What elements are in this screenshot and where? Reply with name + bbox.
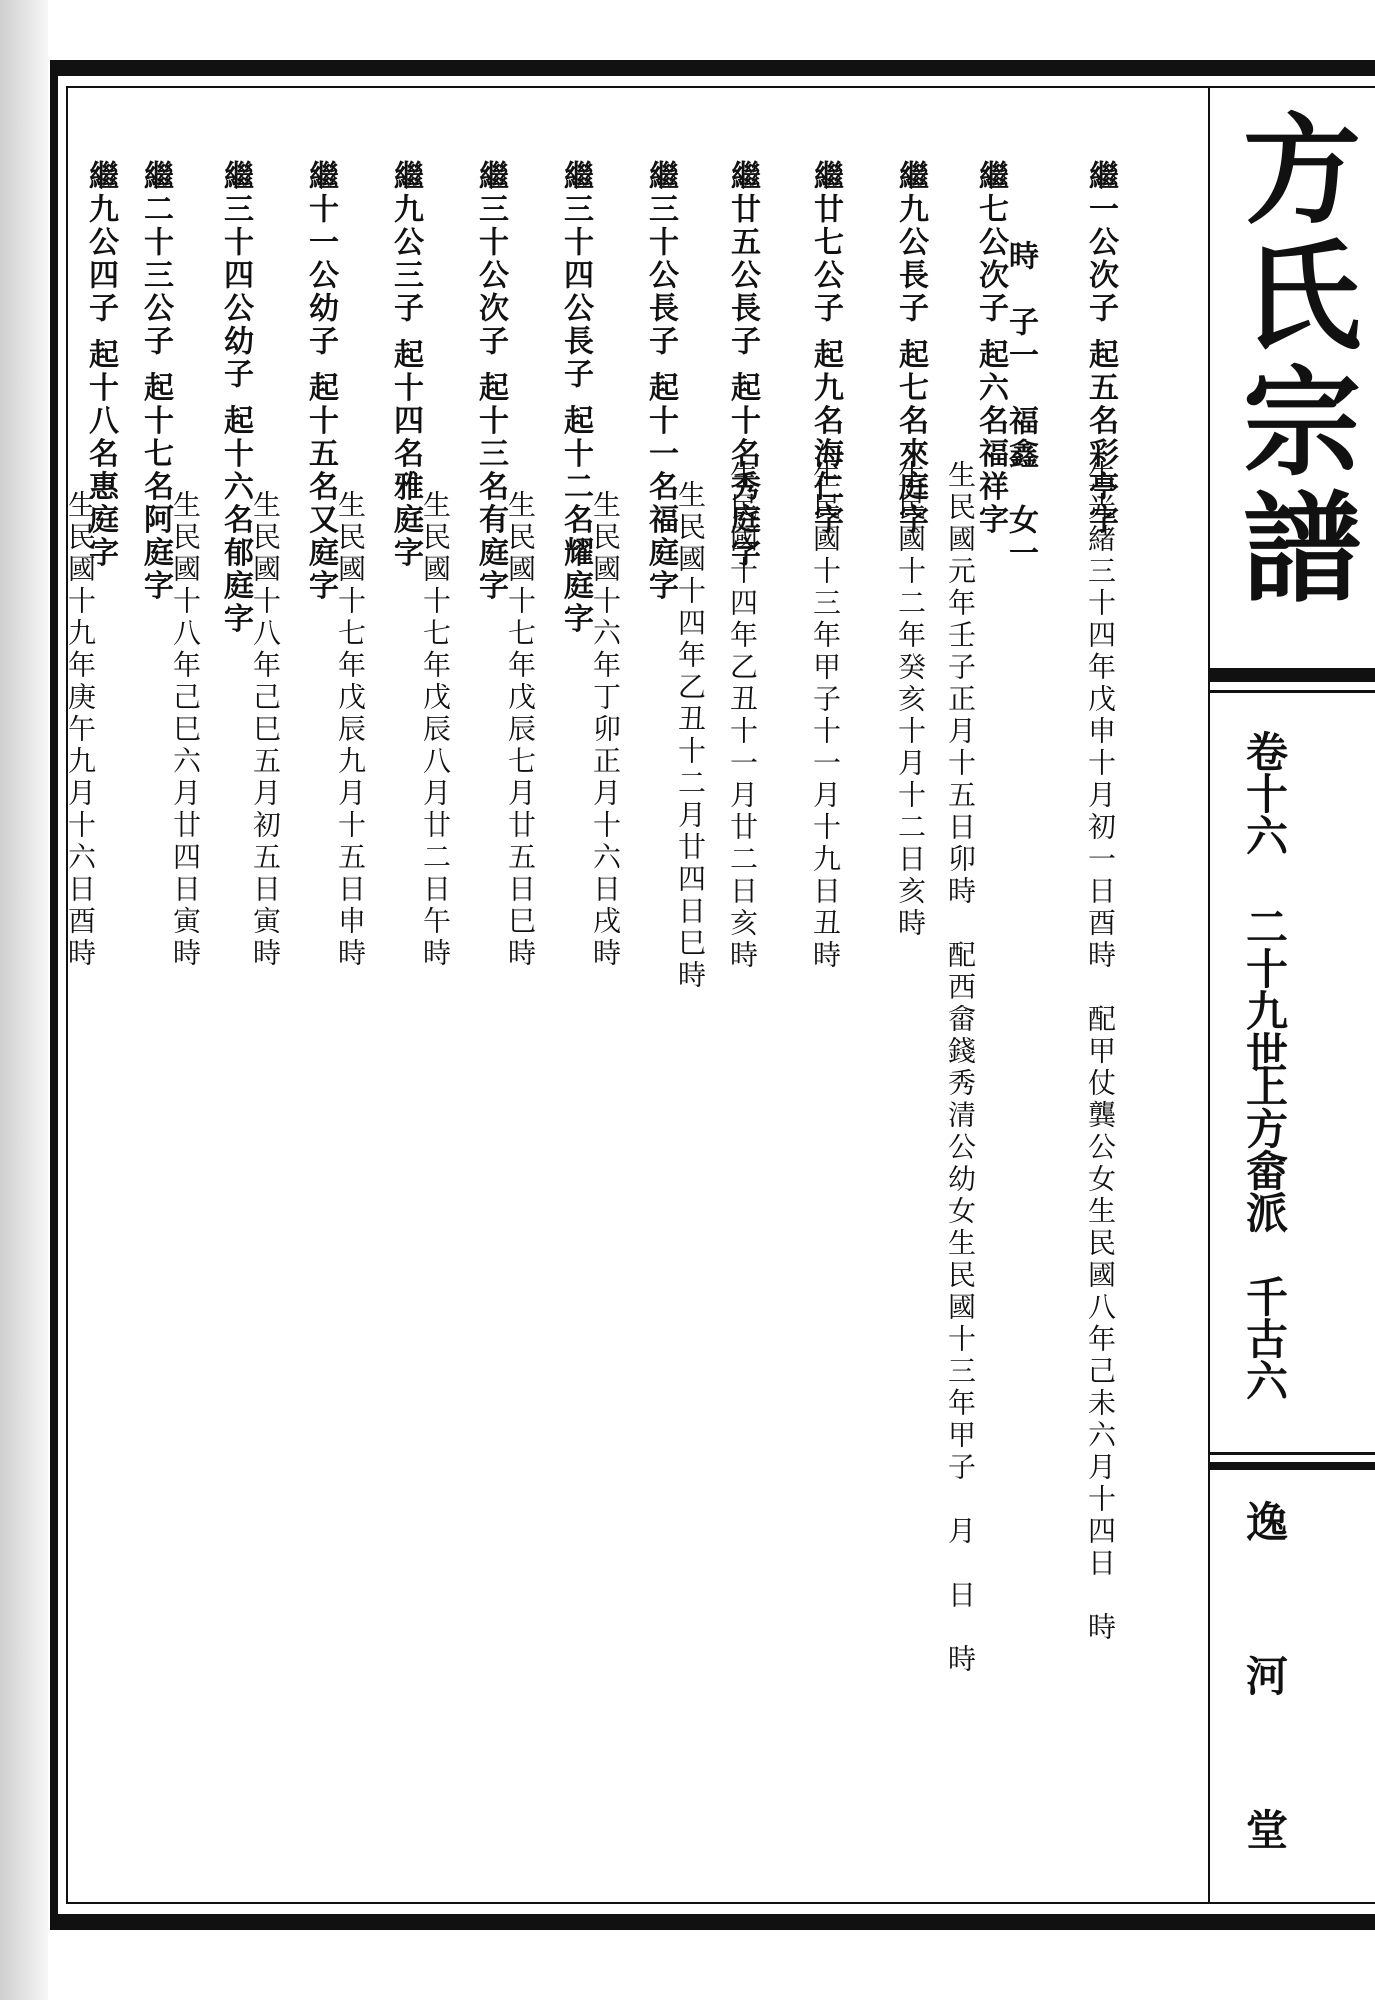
entry-heading: 繼三十公次子 起十三名有庭字 [473,160,508,603]
entry-birth-note: 生民國十八年己巳六月廿四日寅時 [169,490,202,970]
entry-heading: 繼三十四公長子 起十二名耀庭字 [558,160,593,636]
entry-birth-note: 生民國十二年癸亥十月十二日亥時 [894,460,927,940]
margin-rule-bottom-thin [1210,1452,1375,1455]
entry-birth-note: 生民國元年壬子正月十五日卯時 配西畲錢秀清公幼女生民國十三年甲子 月 日 時 [944,460,977,1676]
entry-heading: 繼三十公長子 起十一名福庭字 [643,160,678,603]
entry-heading: 繼七公次子 起六名福祥字 [973,160,1008,537]
entry-column [64,160,120,970]
entry-heading: 時 子一 福鑫 女一 [1003,240,1038,570]
entry-heading: 繼二十三公子 起十七名阿庭字 [138,160,173,603]
entry-heading: 繼九公三子 起十四名雅庭字 [388,160,423,570]
entry-birth-note: 生民國十七年戊辰九月十五日申時 [334,490,367,970]
branch-label: 上方畲派 [1240,1065,1289,1233]
hall-name: 逸河堂 [1240,1500,1289,1962]
book-spine-shadow [0,0,48,2000]
entry-birth-note: 生民國十四年乙丑十一月廿二日亥時 [726,460,759,972]
margin-rule-top-thin [1210,690,1375,693]
entry-birth-note: 生光緒三十四年戊申十月初一日酉時 配甲仗龔公女生民國八年己未六月十四日 時 [1084,460,1117,1644]
entry-column [805,160,845,972]
entry-birth-note: 生民國十七年戊辰七月廿五日巳時 [504,490,537,970]
margin-rule-bottom [1210,1462,1375,1470]
entry-column [1080,160,1120,1644]
entry-column [135,160,202,970]
entry-column [385,160,452,970]
entry-column [470,160,537,970]
entry-column [555,160,622,970]
entry-heading: 繼廿五公長子 起十名秀庭字 [725,160,760,570]
entry-heading: 繼一公次子 起五名彩亭字 [1083,160,1118,537]
entry-column [215,160,282,970]
entry-birth-note: 生民國十六年丁卯正月十六日戌時 [589,490,622,970]
entry-heading: 繼十一公幼子 起十五名又庭字 [303,160,338,603]
entry-birth-note: 生民國十四年乙丑十二月廿四日巳時 [674,480,707,992]
page-number: 千古六 [1240,1275,1289,1401]
entry-column [944,160,1010,1676]
entry-heading: 繼三十四公幼子 起十六名郁庭字 [218,160,253,636]
entry-column [300,160,367,970]
entry-column [890,160,930,940]
entry-heading: 繼九公長子 起七名來庭字 [893,160,928,537]
entry-birth-note: 生民國十八年己巳五月初五日寅時 [249,490,282,970]
generation-label: 二十九世 [1240,905,1289,1073]
margin-rule-top [1210,668,1375,682]
entry-column [640,160,707,992]
entry-column [722,160,762,972]
entry-birth-note: 生民國十三年甲子十一月十九日丑時 [809,460,842,972]
book-title: 方氏宗譜 [1223,108,1362,612]
entry-heading: 繼廿七公子 起九名海仁字 [808,160,843,537]
entry-birth-note: 生民國十九年庚午九月十六日酉時 [64,490,97,970]
entry-heading: 繼九公四子 起十八名惠庭字 [83,160,118,570]
entry-birth-note: 生民國十七年戊辰八月廿二日午時 [419,490,452,970]
page-frame-inner [66,86,1375,1904]
volume-label: 卷十六 [1240,730,1289,856]
